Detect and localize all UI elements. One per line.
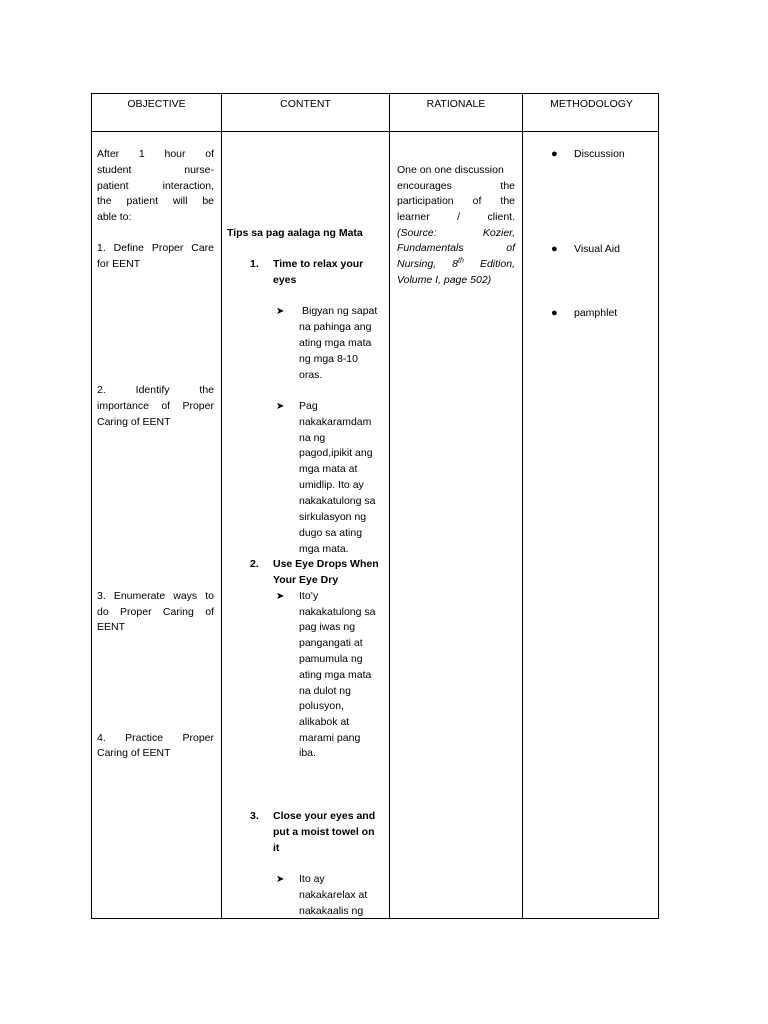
arrow-bullet-icon: ➤	[276, 306, 285, 317]
objective-4: Caring of EENT	[97, 747, 171, 759]
tip-1-heading: Time to relax your	[273, 258, 364, 270]
arrow-bullet-icon: ➤	[276, 591, 285, 602]
header-objective: OBJECTIVE	[127, 98, 186, 110]
column-divider	[522, 94, 523, 918]
methodology-item: pamphlet	[574, 307, 618, 319]
objective-4: 4. Practice Proper	[97, 732, 214, 744]
column-divider	[221, 94, 222, 918]
rationale-line: learner / client.	[397, 211, 515, 223]
rationale-line: encourages the	[397, 180, 515, 192]
tip-2-detail: marami pang	[299, 732, 361, 744]
tip-2-detail: pangangati at	[299, 637, 363, 649]
tip-2-detail: pamumula ng	[299, 653, 363, 665]
tip-3-heading: Close your eyes and	[273, 810, 376, 822]
tip-1-detail: Pag	[299, 400, 318, 412]
objective-intro-line: the patient will be	[97, 195, 214, 207]
tip-1-detail: sirkulasyon ng	[299, 511, 367, 523]
tip-1-detail: na pahinga ang	[299, 321, 372, 333]
objective-3: 3. Enumerate ways to	[97, 590, 214, 602]
objective-3: do Proper Caring of	[97, 606, 214, 618]
tip-3-heading: put a moist towel on	[273, 826, 375, 838]
tip-2-heading: Use Eye Drops When	[273, 558, 379, 570]
content-title: Tips sa pag aalaga ng Mata	[227, 227, 363, 239]
tip-2-detail: Ito’y	[299, 590, 319, 602]
objective-intro-line: student nurse-	[97, 164, 214, 176]
objective-intro-line: patient interaction,	[97, 180, 214, 192]
tip-2-detail: pag iwas ng	[299, 621, 356, 633]
header-rationale: RATIONALE	[426, 98, 486, 110]
tip-1-detail: mga mata at	[299, 463, 358, 475]
tip-1-detail: dugo sa ating	[299, 527, 363, 539]
tip-1-detail: oras.	[299, 369, 323, 381]
column-divider	[389, 94, 390, 918]
tip-2-detail: polusyon,	[299, 700, 344, 712]
tip-3-detail: Ito ay	[299, 873, 325, 885]
rationale-line: participation of the	[397, 195, 515, 207]
tip-1-detail: ating mga mata	[299, 337, 372, 349]
tip-1-detail: Bigyan ng sapat	[302, 305, 378, 317]
arrow-bullet-icon: ➤	[276, 401, 285, 412]
rationale-line: One on one discussion	[397, 164, 504, 176]
bullet-icon: ●	[551, 307, 558, 319]
tip-2-detail: na dulot ng	[299, 685, 351, 697]
tip-1-heading: eyes	[273, 274, 297, 286]
tip-1-detail: na ng	[299, 432, 326, 444]
methodology-item: Visual Aid	[574, 243, 620, 255]
tip-1-detail: nakakatulong sa	[299, 495, 376, 507]
tip-1-detail: ng mga 8-10	[299, 353, 358, 365]
tip-3-detail: nakakarelax at	[299, 889, 368, 901]
objective-intro-line: able to:	[97, 211, 132, 223]
methodology-item: Discussion	[574, 148, 625, 160]
tip-1-detail: nakakaramdam	[299, 416, 372, 428]
tip-number: 1.	[250, 258, 259, 270]
tip-2-detail: nakakatulong sa	[299, 606, 376, 618]
objective-2: Caring of EENT	[97, 416, 171, 428]
objective-3: EENT	[97, 621, 126, 633]
tip-1-detail: mga mata.	[299, 543, 349, 555]
tip-3-heading: it	[273, 842, 280, 854]
tip-2-heading: Your Eye Dry	[273, 574, 339, 586]
rationale-source: Fundamentals of	[397, 242, 515, 254]
rationale-source: (Source: Kozier,	[397, 227, 515, 239]
header-content: CONTENT	[280, 98, 331, 110]
objective-1: for EENT	[97, 258, 141, 270]
tip-number: 3.	[250, 810, 259, 822]
objective-2: importance of Proper	[97, 400, 214, 412]
tip-2-detail: alikabok at	[299, 716, 350, 728]
objective-1: 1. Define Proper Care	[97, 242, 214, 254]
rationale-source: Volume I, page 502)	[397, 274, 492, 286]
tip-1-detail: pagod,ipikit ang	[299, 447, 373, 459]
tip-3-detail: nakakaalis ng	[299, 905, 364, 917]
rationale-source: Nursing, 8th Edition,	[397, 257, 515, 270]
tip-2-detail: iba.	[299, 747, 316, 759]
objective-2: 2. Identify the	[97, 384, 214, 396]
header-methodology: METHODOLOGY	[550, 98, 633, 110]
bullet-icon: ●	[551, 243, 558, 255]
header-divider	[92, 131, 658, 132]
bullet-icon: ●	[551, 148, 558, 160]
tip-number: 2.	[250, 558, 259, 570]
tip-2-detail: ating mga mata	[299, 669, 372, 681]
tip-1-detail: umidlip. Ito ay	[299, 479, 364, 491]
arrow-bullet-icon: ➤	[276, 874, 285, 885]
objective-intro-line: After 1 hour of	[97, 148, 214, 160]
